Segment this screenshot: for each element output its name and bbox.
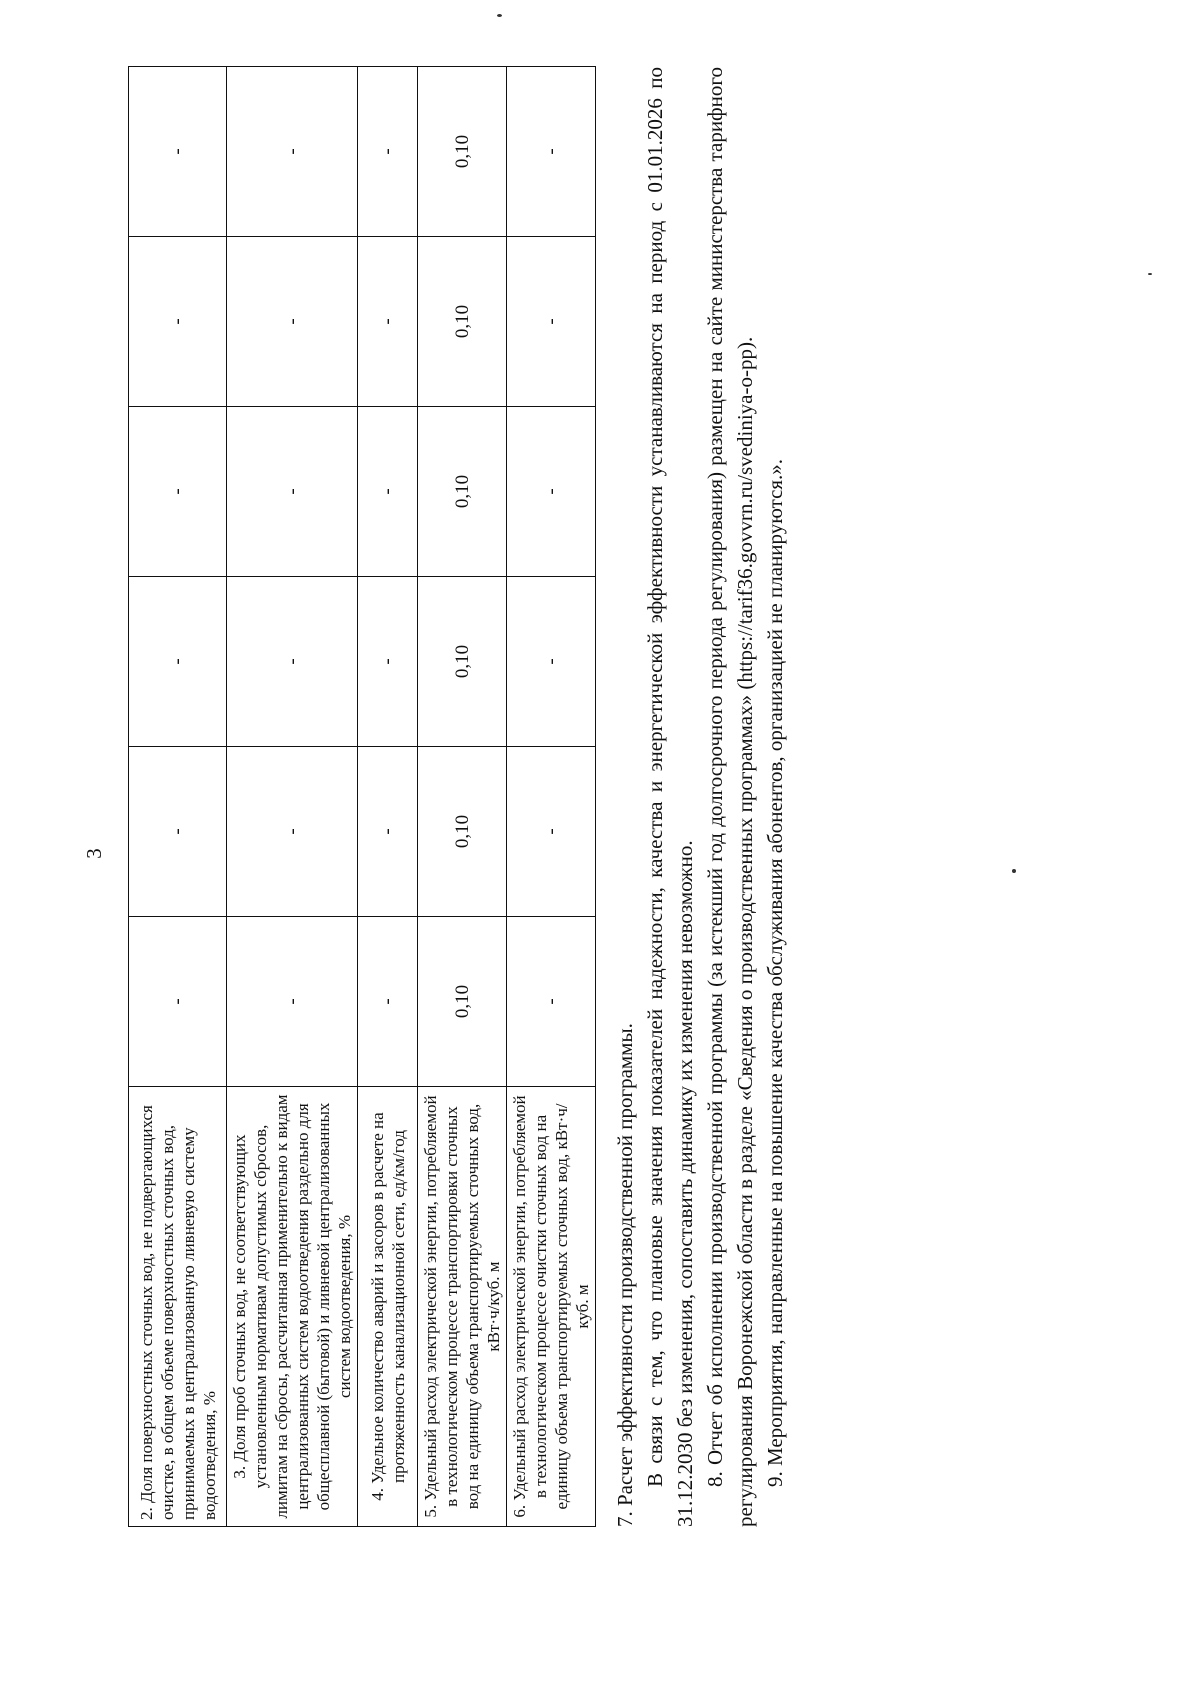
indicator-value: - — [358, 747, 418, 917]
indicator-value: - — [129, 917, 227, 1087]
table-row — [129, 67, 227, 1527]
body-text — [610, 67, 790, 1527]
indicator-value: - — [129, 67, 227, 237]
indicator-label: 6. Удельный расход электрической энергии, потребляемой в технологическом процессе очистки сточных вод на единицу объема транспортируемых сточных вод, кВт·ч/куб. м — [507, 1087, 596, 1527]
indicator-value: 0,10 — [418, 747, 507, 917]
indicator-value: - — [358, 67, 418, 237]
paragraph-7-title: 7. Расчет эффективности производственной программы. — [613, 1023, 637, 1527]
indicator-value: 0,10 — [418, 237, 507, 407]
table-row — [358, 67, 418, 1527]
indicator-value: - — [507, 747, 596, 917]
table-row — [227, 67, 358, 1527]
indicator-value: - — [507, 577, 596, 747]
indicator-value: - — [129, 237, 227, 407]
indicator-value: - — [227, 747, 358, 917]
indicator-value: 0,10 — [418, 407, 507, 577]
indicator-value: - — [507, 407, 596, 577]
indicator-label: 5. Удельный расход электрической энергии, потребляемой в технологическом процессе транспортировки сточных вод на единицу объема транспортируемых сточных вод, кВт·ч/куб. м — [418, 1087, 507, 1527]
indicator-value: - — [507, 917, 596, 1087]
table-row — [418, 67, 507, 1527]
indicator-value: - — [227, 67, 358, 237]
indicator-label: 2. Доля поверхностных сточных вод, не подвергающихся очистке, в общем объеме поверхностных сточных вод, принимаемых в централизованную ливневую систему водоотведения, % — [129, 1087, 227, 1527]
indicator-value: - — [358, 237, 418, 407]
table-row — [507, 67, 596, 1527]
indicator-value: - — [358, 577, 418, 747]
indicator-value: - — [227, 407, 358, 577]
page-number: 3 — [82, 848, 106, 859]
indicator-value: 0,10 — [418, 577, 507, 747]
indicator-value: 0,10 — [418, 67, 507, 237]
indicators-table — [128, 66, 596, 1527]
scan-speck — [1148, 273, 1152, 275]
scan-speck — [1012, 869, 1016, 873]
indicator-value: - — [358, 917, 418, 1087]
indicator-value: - — [129, 407, 227, 577]
indicator-value: - — [358, 407, 418, 577]
indicator-value: - — [227, 917, 358, 1087]
paragraph-8: 8. Отчет об исполнении производственной программы (за истекший год долгосрочного периода регулирования) размещен на сайте министерства тарифного регулирования Воронежской области в разделе «Сведения о производственных программах» (https://tarif36.govvrn.ru/svediniya-o-pp). — [703, 67, 757, 1527]
indicator-value: - — [507, 67, 596, 237]
indicator-value: 0,10 — [418, 917, 507, 1087]
indicator-label: 3. Доля проб сточных вод, не соответствующих установленным нормативам допустимых сбросов, лимитам на сбросы, рассчитанная применительно к видам централизованных систем водоотведения раздельно для общесплавной (бытовой) и ливневой централизованных систем водоотведения, % — [227, 1087, 358, 1527]
indicator-value: - — [227, 577, 358, 747]
scan-speck — [497, 14, 502, 17]
paragraph-9: 9. Мероприятия, направленные на повышение качества обслуживания абонентов, организацией не планируются.». — [763, 458, 787, 1487]
indicator-label: 4. Удельное количество аварий и засоров в расчете на протяженность канализационной сети, ед/км/год — [358, 1087, 418, 1527]
indicator-value: - — [227, 237, 358, 407]
indicator-value: - — [129, 577, 227, 747]
indicator-value: - — [129, 747, 227, 917]
paragraph-7-body: В связи с тем, что плановые значения показателей надежности, качества и энергетической эффективности устанавливаются на период с 01.01.2026 по 31.12.2030 без изменения, сопоставить динамику их изменения невозможно. — [643, 67, 697, 1527]
indicator-value: - — [507, 237, 596, 407]
